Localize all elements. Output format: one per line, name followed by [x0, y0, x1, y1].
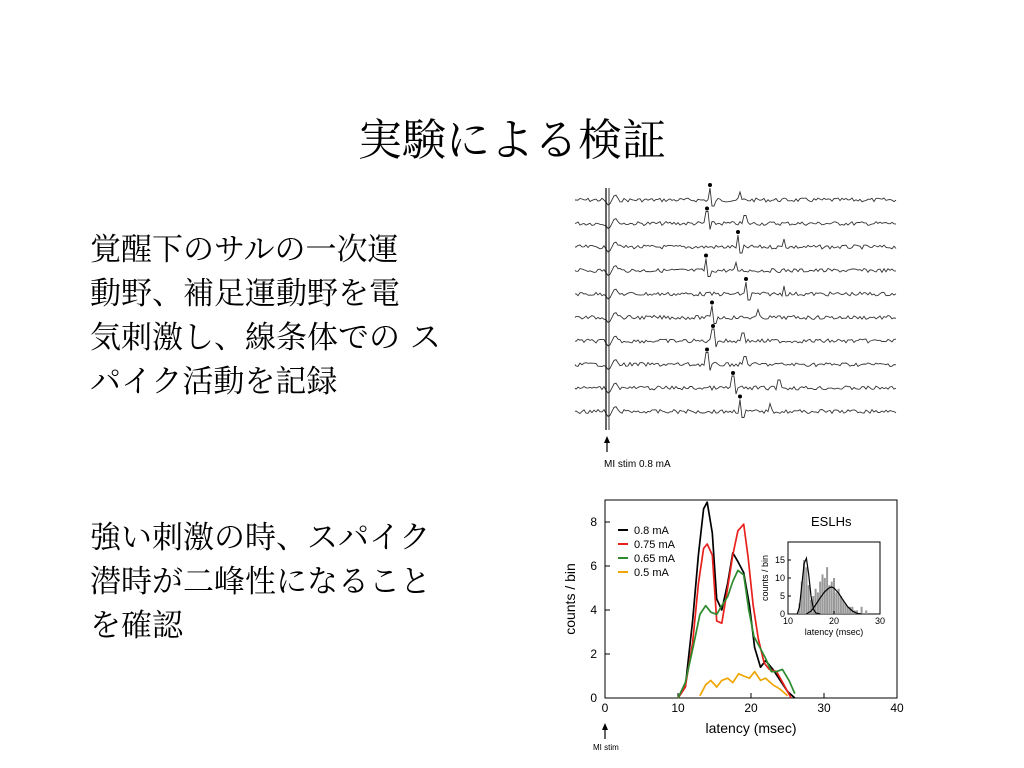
- stim-arrow-icon: [604, 436, 610, 443]
- raster-trace: [575, 353, 896, 371]
- bullet2-line-2: 潜時が二峰性になること: [90, 564, 431, 600]
- inset-bar: [828, 585, 830, 614]
- x-tick-label: 20: [744, 701, 758, 715]
- inset-x-label: latency (msec): [804, 627, 864, 637]
- spike-marker: [744, 277, 748, 281]
- stim-marker-arrow-icon: [602, 723, 608, 730]
- inset-bar: [861, 607, 863, 614]
- raster-trace: [575, 376, 896, 394]
- raster-trace: [575, 282, 896, 300]
- legend-label: 0.75 mA: [634, 539, 675, 551]
- inset-x-tick-label: 10: [782, 616, 794, 626]
- inset-bar: [835, 592, 837, 614]
- y-axis-label: counts / bin: [562, 563, 578, 635]
- x-tick-label: 30: [817, 701, 831, 715]
- legend-label: 0.65 mA: [634, 553, 675, 565]
- inset-y-tick-label: 10: [774, 573, 785, 583]
- bullet1-line-4: パイク活動を記録: [90, 364, 338, 400]
- panel-label: ESLHs: [811, 514, 852, 529]
- inset-bar: [805, 567, 807, 614]
- x-axis-ticks: [602, 693, 904, 715]
- inset-y-tick-label: 5: [779, 591, 785, 601]
- spike-marker: [710, 301, 714, 305]
- bullet-text-recording: [90, 228, 510, 404]
- raster-trace: [575, 400, 896, 418]
- inset-bar: [824, 578, 826, 614]
- chart-legend: [618, 525, 676, 579]
- spike-marker: [704, 254, 708, 258]
- x-tick-label: 0: [601, 701, 609, 715]
- raster-trace: [575, 329, 896, 347]
- inset-histogram: [760, 542, 885, 637]
- raster-trace: [575, 306, 896, 324]
- raster-trace: [575, 259, 896, 277]
- spike-marker: [736, 230, 740, 234]
- raster-stim-label: MI stim 0.8 mA: [604, 459, 671, 470]
- raster-trace: [575, 212, 896, 230]
- x-tick-label: 40: [890, 701, 904, 715]
- y-tick-label: 4: [590, 603, 597, 617]
- inset-bar: [833, 578, 835, 614]
- latency-chart: [555, 495, 925, 765]
- raster-trace: [575, 235, 896, 253]
- bullet1-line-2: 動野、補足運動野を電: [90, 276, 400, 312]
- inset-x-tick-label: 20: [828, 616, 840, 626]
- inset-x-tick-label: 30: [874, 616, 886, 626]
- series-line: [678, 502, 795, 698]
- inset-y-label: counts / bin: [760, 554, 770, 602]
- inset-bar: [808, 585, 810, 614]
- spike-marker: [705, 207, 709, 211]
- y-tick-label: 0: [590, 691, 597, 705]
- legend-label: 0.5 mA: [634, 567, 669, 579]
- y-tick-label: 2: [590, 647, 597, 661]
- series-line: [700, 672, 788, 696]
- spike-marker: [711, 324, 715, 328]
- inset-y-tick-label: 15: [774, 555, 785, 565]
- stim-marker-label: MI stim: [593, 743, 619, 752]
- series-lines: [678, 502, 795, 698]
- bullet2-line-3: を確認: [90, 608, 183, 644]
- slide-title: 実験による検証: [358, 115, 666, 166]
- inset-bar: [815, 589, 817, 614]
- spike-marker: [708, 183, 712, 187]
- bullet1-line-3: 気刺激し、線条体での ス: [90, 320, 441, 356]
- inset-bar: [865, 610, 867, 614]
- y-axis-ticks: [590, 515, 610, 705]
- spike-marker: [738, 395, 742, 399]
- raster-traces: [575, 183, 896, 430]
- bullet1-line-1: 覚醒下のサルの一次運: [90, 232, 399, 268]
- bullet2-line-1: 強い刺激の時、スパイク: [90, 520, 431, 556]
- y-tick-label: 6: [590, 559, 597, 573]
- spike-marker: [705, 348, 709, 352]
- spike-raster-figure: [570, 180, 910, 475]
- x-axis-label: latency (msec): [705, 720, 797, 736]
- inset-y-tick-label: 0: [779, 609, 785, 619]
- x-tick-label: 10: [671, 701, 685, 715]
- y-tick-label: 8: [590, 515, 597, 529]
- bullet-text-bimodal: [90, 516, 510, 648]
- legend-label: 0.8 mA: [634, 525, 669, 537]
- spike-marker: [731, 371, 735, 375]
- raster-trace: [575, 188, 896, 206]
